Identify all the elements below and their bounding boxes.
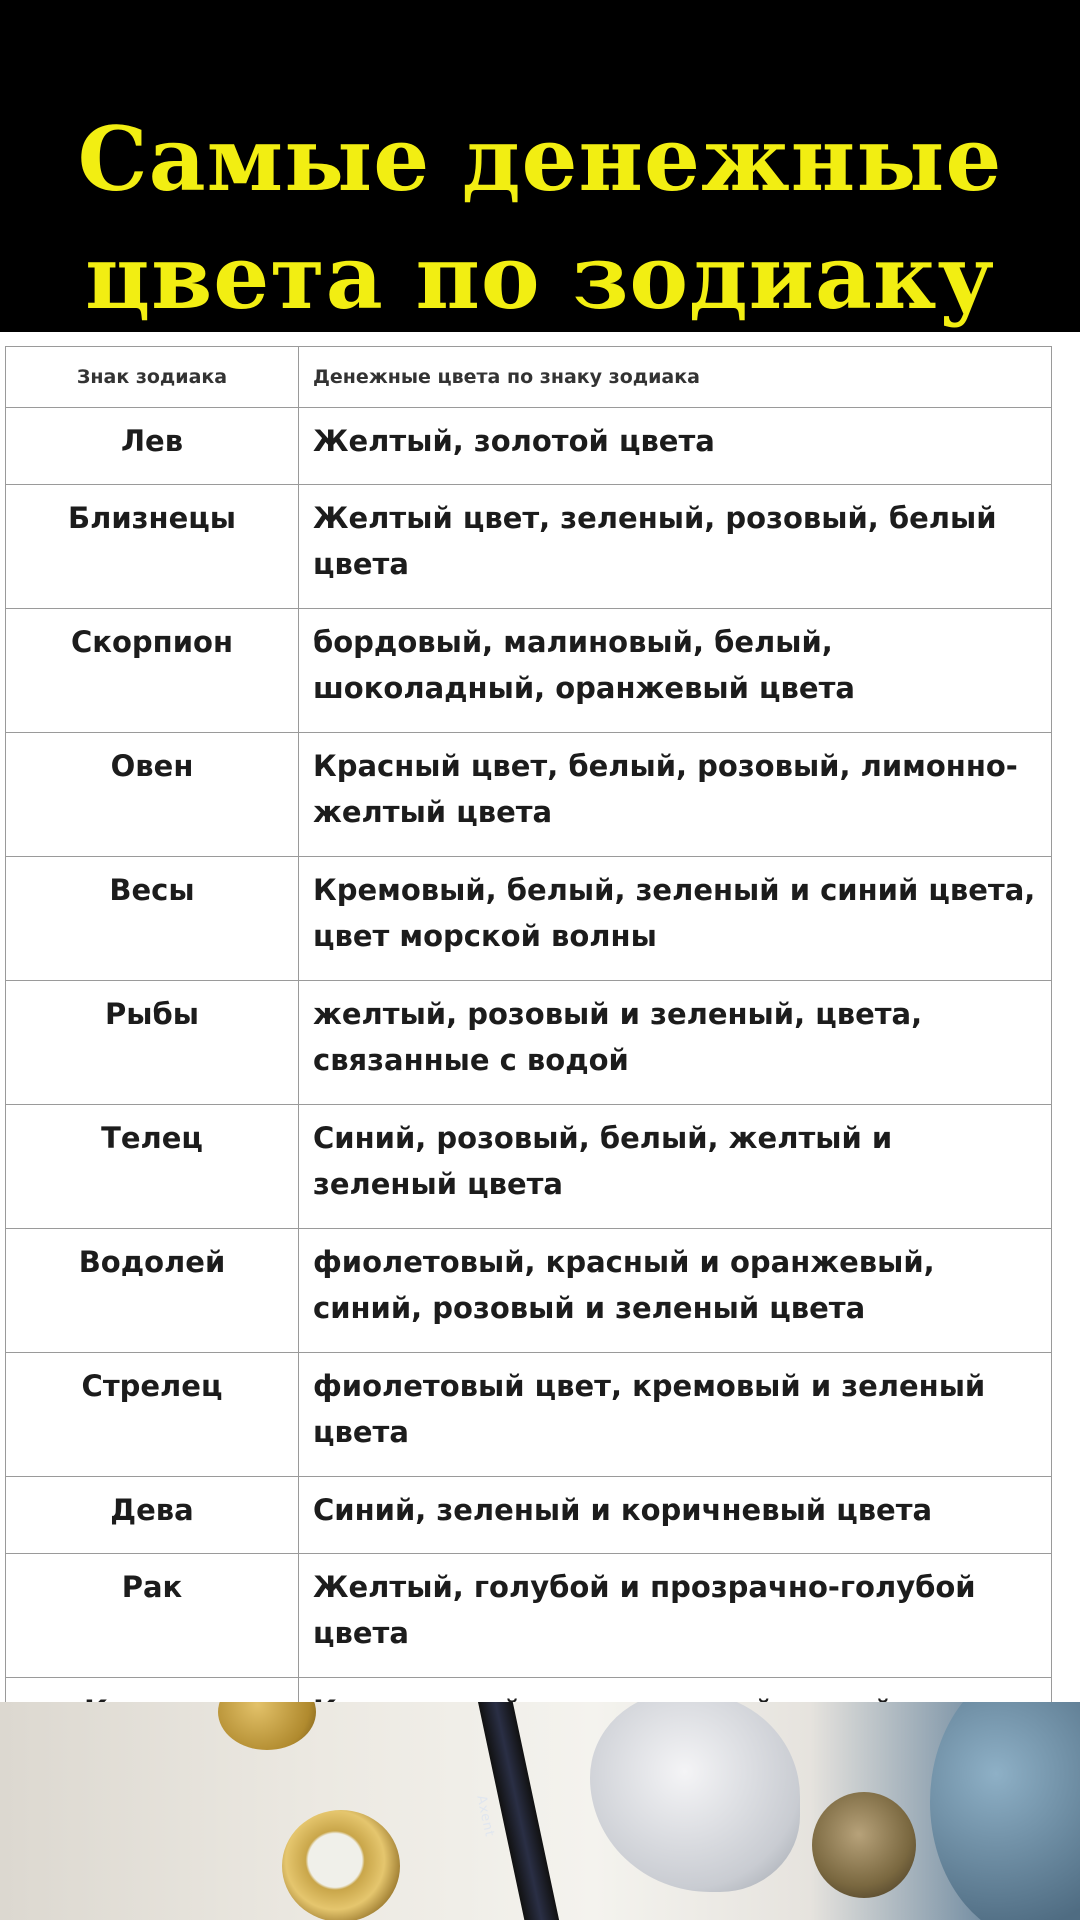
row-sign: Близнецы [6, 485, 299, 609]
row-sign: Лев [6, 408, 299, 485]
row-colors: фиолетовый цвет, кремовый и зеленый цвета [299, 1353, 1052, 1477]
row-colors: Желтый, золотой цвета [299, 408, 1052, 485]
table-row [6, 1554, 1052, 1678]
title-banner [0, 0, 1080, 332]
coin-image [812, 1792, 916, 1898]
table-row [6, 857, 1052, 981]
row-colors: фиолетовый, красный и оранжевый, синий, розовый и зеленый цвета [299, 1229, 1052, 1353]
table-row [6, 408, 1052, 485]
table-row [6, 485, 1052, 609]
table-row [6, 733, 1052, 857]
table-row [6, 1229, 1052, 1353]
table-header-row [6, 347, 1052, 408]
row-sign: Рыбы [6, 981, 299, 1105]
row-sign: Весы [6, 857, 299, 981]
header-sign: Знак зодиака [6, 347, 299, 408]
coin-image [218, 1702, 316, 1750]
table-row [6, 1353, 1052, 1477]
row-colors: Желтый, голубой и прозрачно-голубой цвета [299, 1554, 1052, 1678]
table-row [6, 1105, 1052, 1229]
page-title [0, 100, 1080, 336]
coins-photo [0, 1702, 1080, 1920]
row-colors: Синий, зеленый и коричневый цвета [299, 1477, 1052, 1554]
row-colors: желтый, розовый и зеленый, цвета, связанные с водой [299, 981, 1052, 1105]
title-line-2: цвета по зодиаку [85, 225, 995, 329]
header-colors: Денежные цвета по знаку зодиака [299, 347, 1052, 408]
row-sign: Скорпион [6, 609, 299, 733]
row-sign: Овен [6, 733, 299, 857]
zodiac-table-area [0, 332, 1080, 1702]
row-sign: Стрелец [6, 1353, 299, 1477]
row-sign: Телец [6, 1105, 299, 1229]
row-colors: Желтый цвет, зеленый, розовый, белый цвета [299, 485, 1052, 609]
zodiac-colors-table [5, 346, 1052, 1802]
coin-image [282, 1810, 400, 1920]
row-colors: Синий, розовый, белый, желтый и зеленый цвета [299, 1105, 1052, 1229]
bowl-image [930, 1702, 1080, 1920]
row-sign: Водолей [6, 1229, 299, 1353]
pencil-label: Axent [473, 1794, 497, 1839]
figurine-image [590, 1702, 800, 1892]
row-colors: Кремовый, белый, зеленый и синий цвета, цвет морской волны [299, 857, 1052, 981]
row-sign: Рак [6, 1554, 299, 1678]
table-row [6, 981, 1052, 1105]
table-row [6, 609, 1052, 733]
title-line-1: Самые денежные [77, 107, 1003, 211]
table-row [6, 1477, 1052, 1554]
row-sign: Дева [6, 1477, 299, 1554]
row-colors: бордовый, малиновый, белый, шоколадный, оранжевый цвета [299, 609, 1052, 733]
row-colors: Красный цвет, белый, розовый, лимонно-желтый цвета [299, 733, 1052, 857]
